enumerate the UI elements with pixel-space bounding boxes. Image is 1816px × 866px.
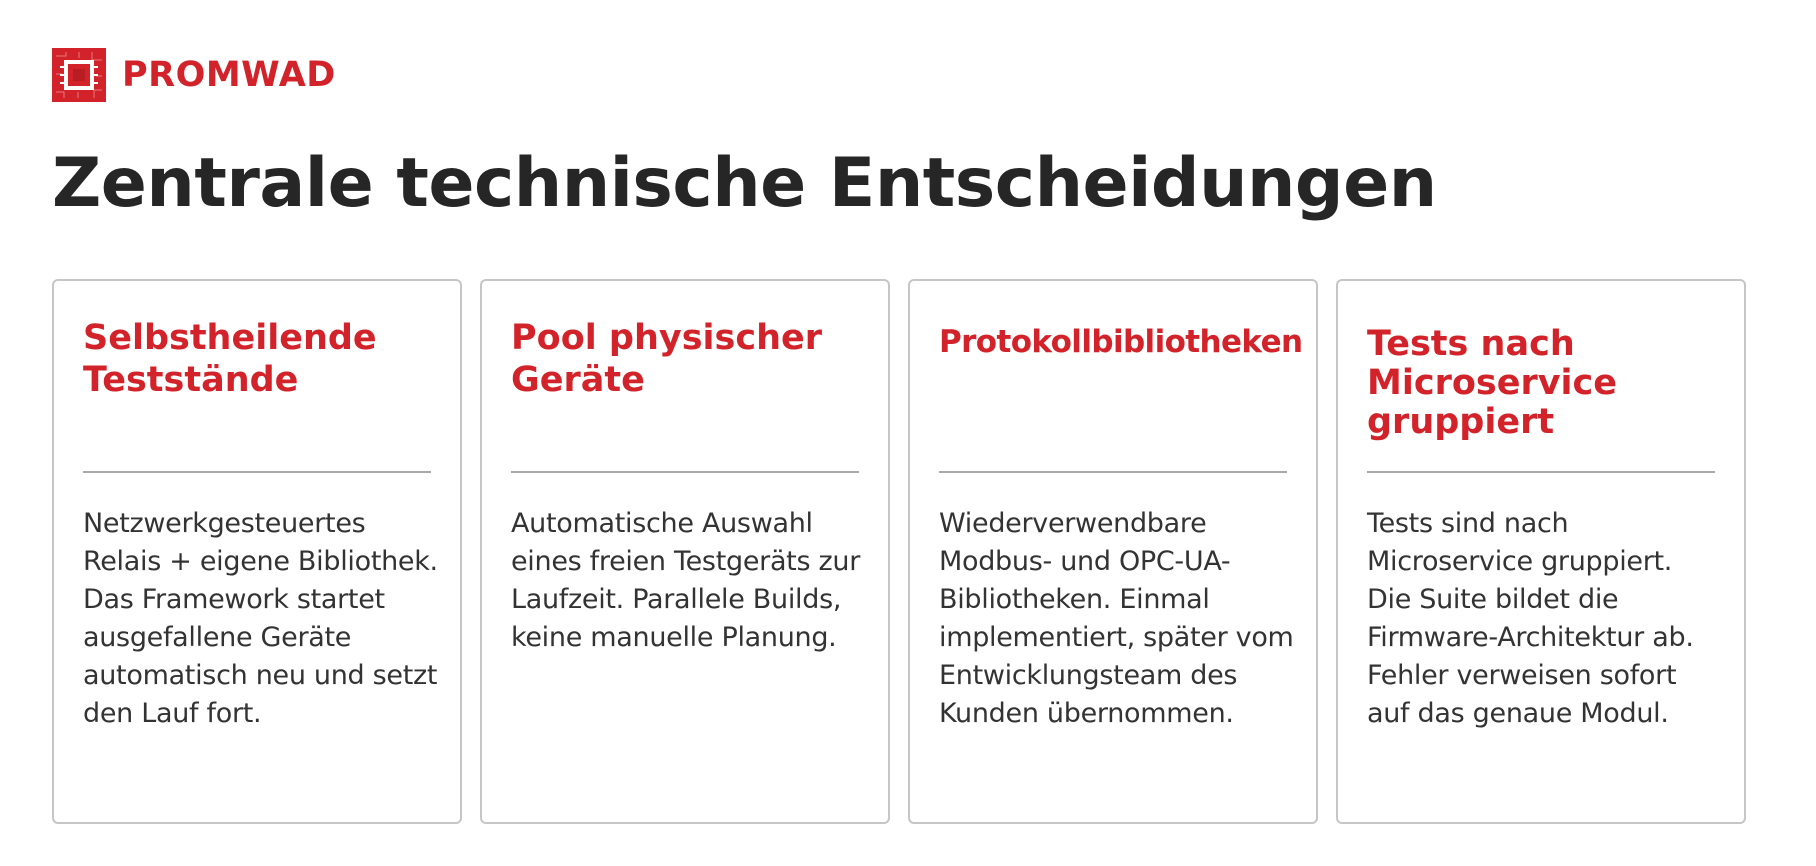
decision-card-device-pool (480, 279, 890, 824)
page-title: Zentrale technische Entscheidungen (52, 144, 1437, 223)
decision-card-self-healing (52, 279, 462, 824)
card-title: Pool physischer Geräte (511, 318, 823, 400)
card-divider (511, 471, 859, 473)
card-header (1367, 325, 1715, 475)
decision-cards (52, 279, 1746, 824)
circuit-chip-icon (52, 48, 106, 102)
card-divider (83, 471, 431, 473)
card-title: Tests nach Microservice gruppiert (1367, 324, 1618, 442)
decision-card-microservice-tests (1336, 279, 1746, 824)
card-body: Wiederverwendbare Modbus- und OPC-UA-Bibliotheken. Einmal implementiert, später vom Entwicklungsteam des Kunden übernommen. (939, 508, 1294, 729)
card-body: Automatische Auswahl eines freien Testgeräts zur Laufzeit. Parallele Builds, keine manuelle Planung. (511, 508, 861, 653)
card-body: Netzwerkgesteuertes Relais + eigene Bibliothek. Das Framework startet ausgefallene Geräte automatisch neu und setzt den Lauf fort. (83, 508, 438, 729)
card-header (83, 317, 431, 467)
decision-card-protocol-libraries (908, 279, 1318, 824)
card-title: Selbstheilende Teststände (83, 318, 377, 400)
card-header (511, 317, 859, 467)
card-divider (939, 471, 1287, 473)
brand-name: PROMWAD (122, 55, 336, 95)
card-header (939, 317, 1303, 467)
brand-header (52, 48, 336, 102)
card-title: Protokollbibliotheken (939, 324, 1303, 360)
card-body: Tests sind nach Microservice gruppiert. Die Suite bildet die Firmware-Architektur ab. Fehler verweisen sofort auf das genaue Modul. (1367, 508, 1694, 729)
card-divider (1367, 471, 1715, 473)
